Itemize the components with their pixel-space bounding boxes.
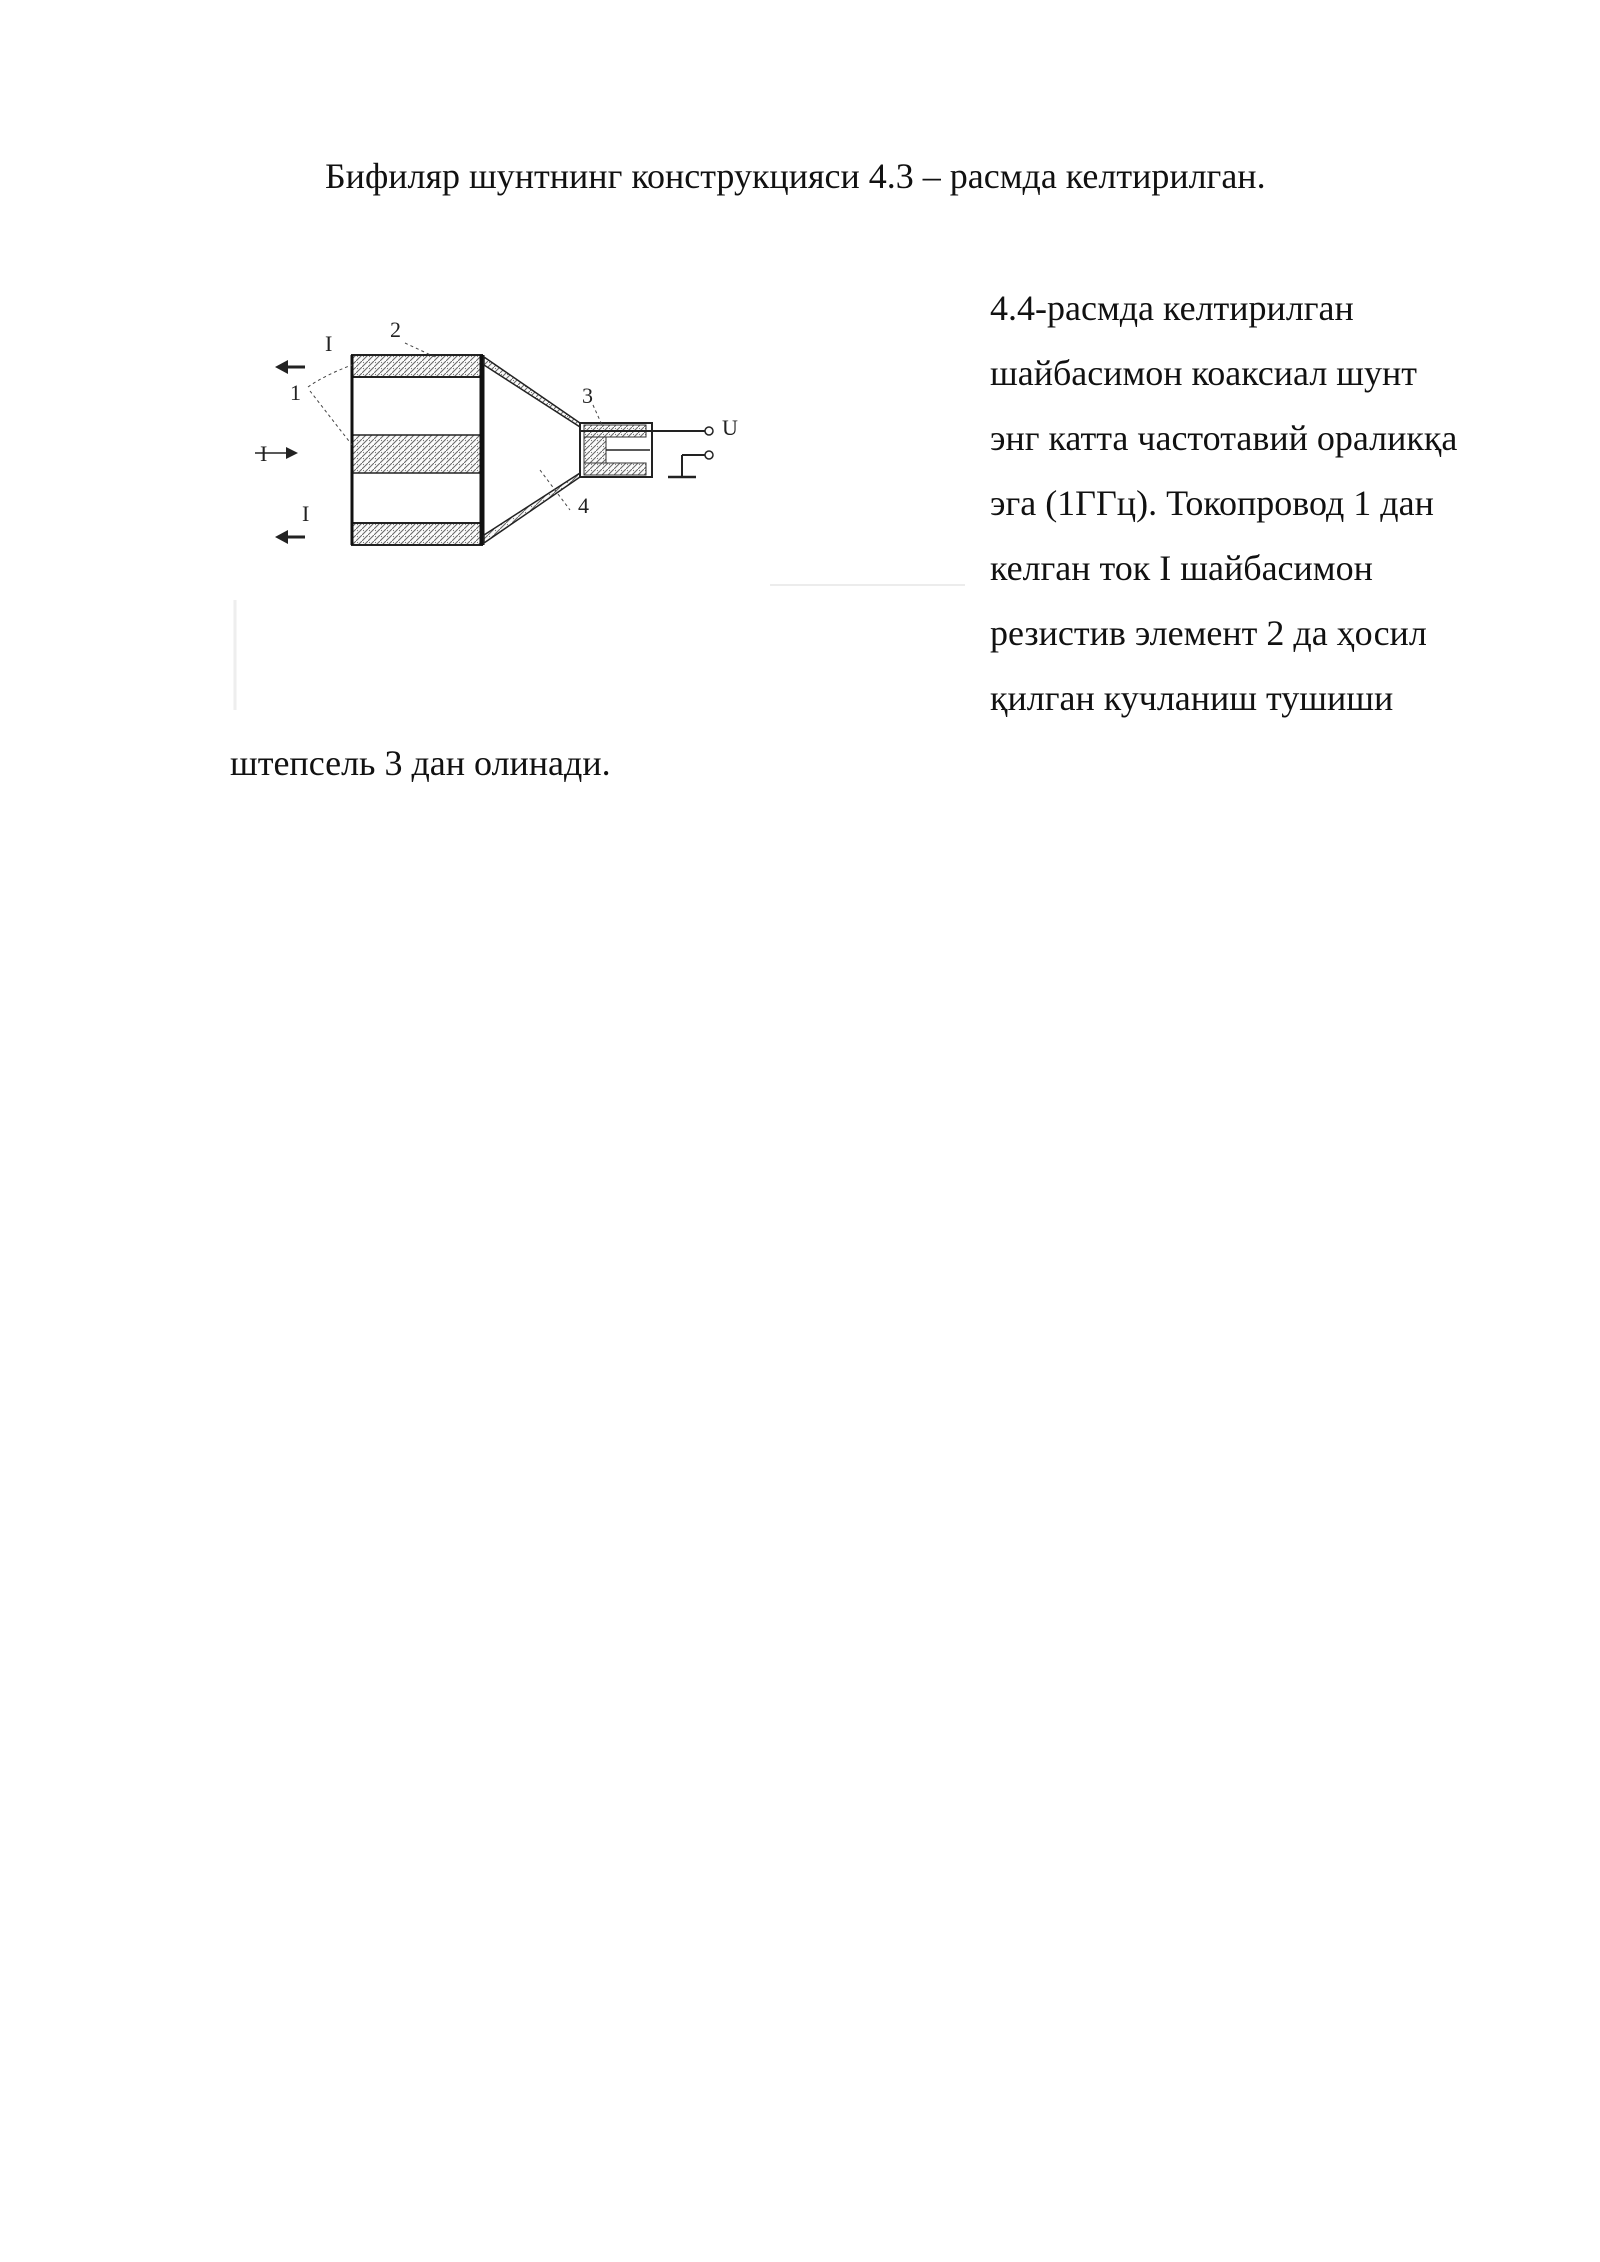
- part-label-4: 4: [578, 493, 589, 518]
- cone-conductor: [484, 357, 580, 543]
- paragraph-line-3: энг катта частотавий ораликқа: [990, 418, 1458, 458]
- plug-connector: [580, 423, 713, 477]
- heading-text: Бифиляр шунтнинг конструкцияси 4.3 – расмда келтирилган.: [325, 156, 1266, 196]
- part-label-2: 2: [390, 317, 401, 342]
- paragraph-line-2: шайбасимон коаксиал шунт: [990, 353, 1418, 393]
- figure-drawing: [230, 295, 970, 715]
- paragraph-line-8: штепсель 3 дан олинади.: [230, 743, 611, 783]
- current-label-bottom: I: [302, 501, 310, 526]
- part-label-1: 1: [290, 380, 301, 405]
- paragraph-line-6: резистив элемент 2 да ҳосил: [990, 613, 1427, 653]
- coaxial-shunt-figure: [230, 295, 970, 715]
- shunt-body: [352, 355, 482, 545]
- paragraph-line-7: қилган кучланиш тушиши: [990, 678, 1394, 718]
- paragraph-line-5: келган ток I шайбасимон: [990, 548, 1373, 588]
- part-label-3: 3: [582, 383, 593, 408]
- current-label-mid: I: [260, 441, 268, 466]
- current-label-top: I: [325, 331, 333, 356]
- voltage-label: U: [722, 415, 738, 440]
- paragraph-line-4: эга (1ГГц). Токопровод 1 дан: [990, 483, 1434, 523]
- paragraph-line-1: 4.4-расмда келтирилган: [990, 288, 1354, 328]
